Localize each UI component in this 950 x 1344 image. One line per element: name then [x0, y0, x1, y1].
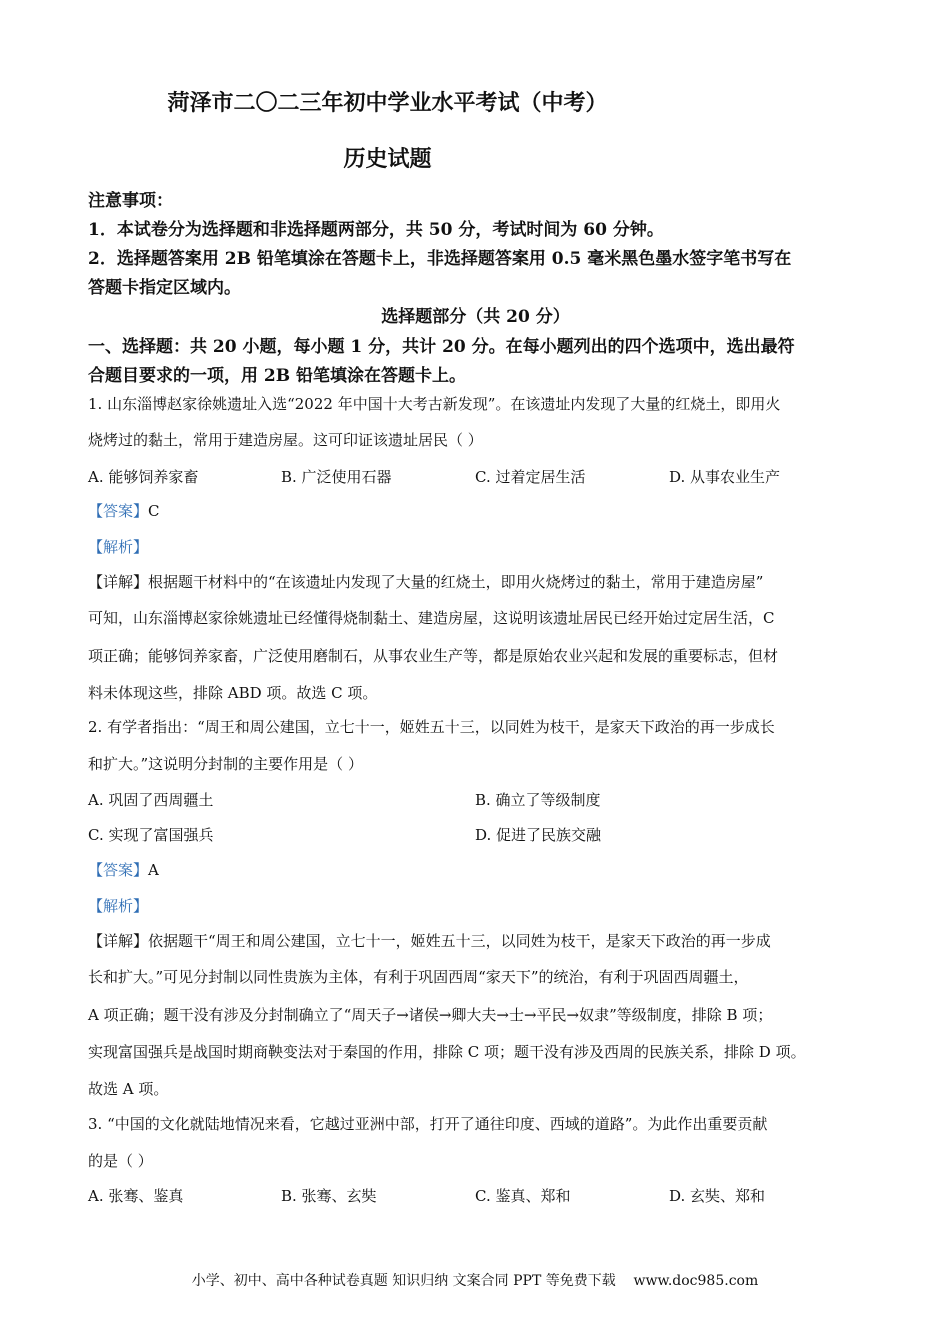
detail-tag: 【详解】 — [88, 932, 149, 950]
detail-text: 依据题干“周王和周公建国，立七十一，姬姓五十三，以同姓为枝干，是家天下政治的再一步成 — [148, 932, 771, 950]
question-stem: 的是（ ） — [88, 1152, 153, 1170]
option-a: A. 巩固了西周疆土 — [88, 791, 214, 809]
notes-item: 1．本试卷分为选择题和非选择题两部分，共 50 分，考试时间为 60 分钟。 — [88, 220, 664, 240]
footer-link[interactable]: www.doc985.com — [633, 1273, 759, 1289]
detail-line — [88, 571, 863, 592]
option-d: D. 促进了民族交融 — [475, 826, 602, 844]
option-d: D. 玄奘、郑和 — [669, 1187, 766, 1205]
option-a: A. 能够饲养家畜 — [88, 468, 199, 486]
section-instruction: 合题目要求的一项，用 2B 铅笔填涂在答题卡上。 — [88, 366, 467, 386]
page-footer — [0, 1270, 950, 1290]
section-title: 选择题部分（共 20 分） — [381, 307, 570, 327]
notes-item: 2．选择题答案用 2B 铅笔填涂在答题卡上，非选择题答案用 0.5 毫米黑色墨水签字笔书写在 — [88, 249, 792, 269]
notes-item: 答题卡指定区域内。 — [88, 278, 241, 298]
detail-text: 根据题干材料中的“在该遗址内发现了大量的红烧土，即用火烧烤过的黏土，常用于建造房屋” — [148, 573, 764, 591]
detail-text: 料未体现这些，排除 ABD 项。故选 C 项。 — [88, 684, 378, 702]
detail-text: 可知，山东淄博赵家徐姚遗址已经懂得烧制黏土、建造房屋，这说明该遗址居民已经开始过定居生活，C — [88, 609, 775, 627]
detail-text: 项正确；能够饲养家畜，广泛使用磨制石，从事农业生产等，都是原始农业兴起和发展的重要标志，但材 — [88, 647, 779, 665]
option-c: C. 鉴真、郑和 — [475, 1187, 571, 1205]
detail-line — [88, 930, 863, 951]
question-stem: 1. 山东淄博赵家徐姚遗址入选“2022 年中国十大考古新发现”。在该遗址内发现了大量的红烧土，即用火 — [88, 395, 781, 413]
exam-title: 菏泽市二〇二三年初中学业水平考试（中考） — [167, 90, 608, 116]
detail-text: 实现富国强兵是战国时期商鞅变法对于秦国的作用，排除 C 项；题干没有涉及西周的民族关系，排除 D 项。 — [88, 1043, 806, 1061]
answer-value: C — [148, 502, 160, 520]
answer-tag: 【答案】 — [88, 502, 149, 520]
option-d: D. 从事农业生产 — [669, 468, 781, 486]
option-c: C. 实现了富国强兵 — [88, 826, 214, 844]
answer-line — [88, 500, 863, 521]
option-b: B. 张骞、玄奘 — [281, 1187, 377, 1205]
detail-tag: 【详解】 — [88, 573, 149, 591]
option-b: B. 广泛使用石器 — [281, 468, 392, 486]
notes-heading: 注意事项： — [88, 191, 173, 211]
footer-text: 小学、初中、高中各种试卷真题 知识归纳 文案合同 PPT 等免费下载 — [191, 1273, 616, 1289]
question-stem: 和扩大。”这说明分封制的主要作用是（ ） — [88, 755, 363, 773]
answer-tag: 【答案】 — [88, 861, 149, 879]
detail-text: A 项正确；题干没有涉及分封制确立了“周天子→诸侯→卿大夫→士→平民→奴隶”等级制度，排除 B 项； — [88, 1006, 773, 1024]
question-stem: 2. 有学者指出：“周王和周公建国，立七十一，姬姓五十三，以同姓为枝干，是家天下政治的再一步成长 — [88, 718, 775, 736]
answer-value: A — [148, 861, 159, 879]
section-instruction: 一、选择题：共 20 小题，每小题 1 分，共计 20 分。在每小题列出的四个选项中，选出最符 — [88, 337, 795, 357]
exam-subtitle: 历史试题 — [343, 146, 432, 172]
option-b: B. 确立了等级制度 — [475, 791, 601, 809]
question-stem: 烧烤过的黏土，常用于建造房屋。这可印证该遗址居民（ ） — [88, 431, 483, 449]
detail-text: 故选 A 项。 — [88, 1080, 169, 1098]
analysis-tag: 【解析】 — [88, 897, 149, 915]
analysis-tag: 【解析】 — [88, 538, 149, 556]
option-c: C. 过着定居生活 — [475, 468, 586, 486]
answer-line — [88, 859, 863, 880]
question-stem: 3. “中国的文化就陆地情况来看，它越过亚洲中部，打开了通往印度、西域的道路”。为此作出重要贡献 — [88, 1115, 768, 1133]
option-a: A. 张骞、鉴真 — [88, 1187, 184, 1205]
detail-text: 长和扩大。”可见分封制以同性贵族为主体，有利于巩固西周“家天下”的统治，有利于巩固西周疆土， — [88, 968, 749, 986]
